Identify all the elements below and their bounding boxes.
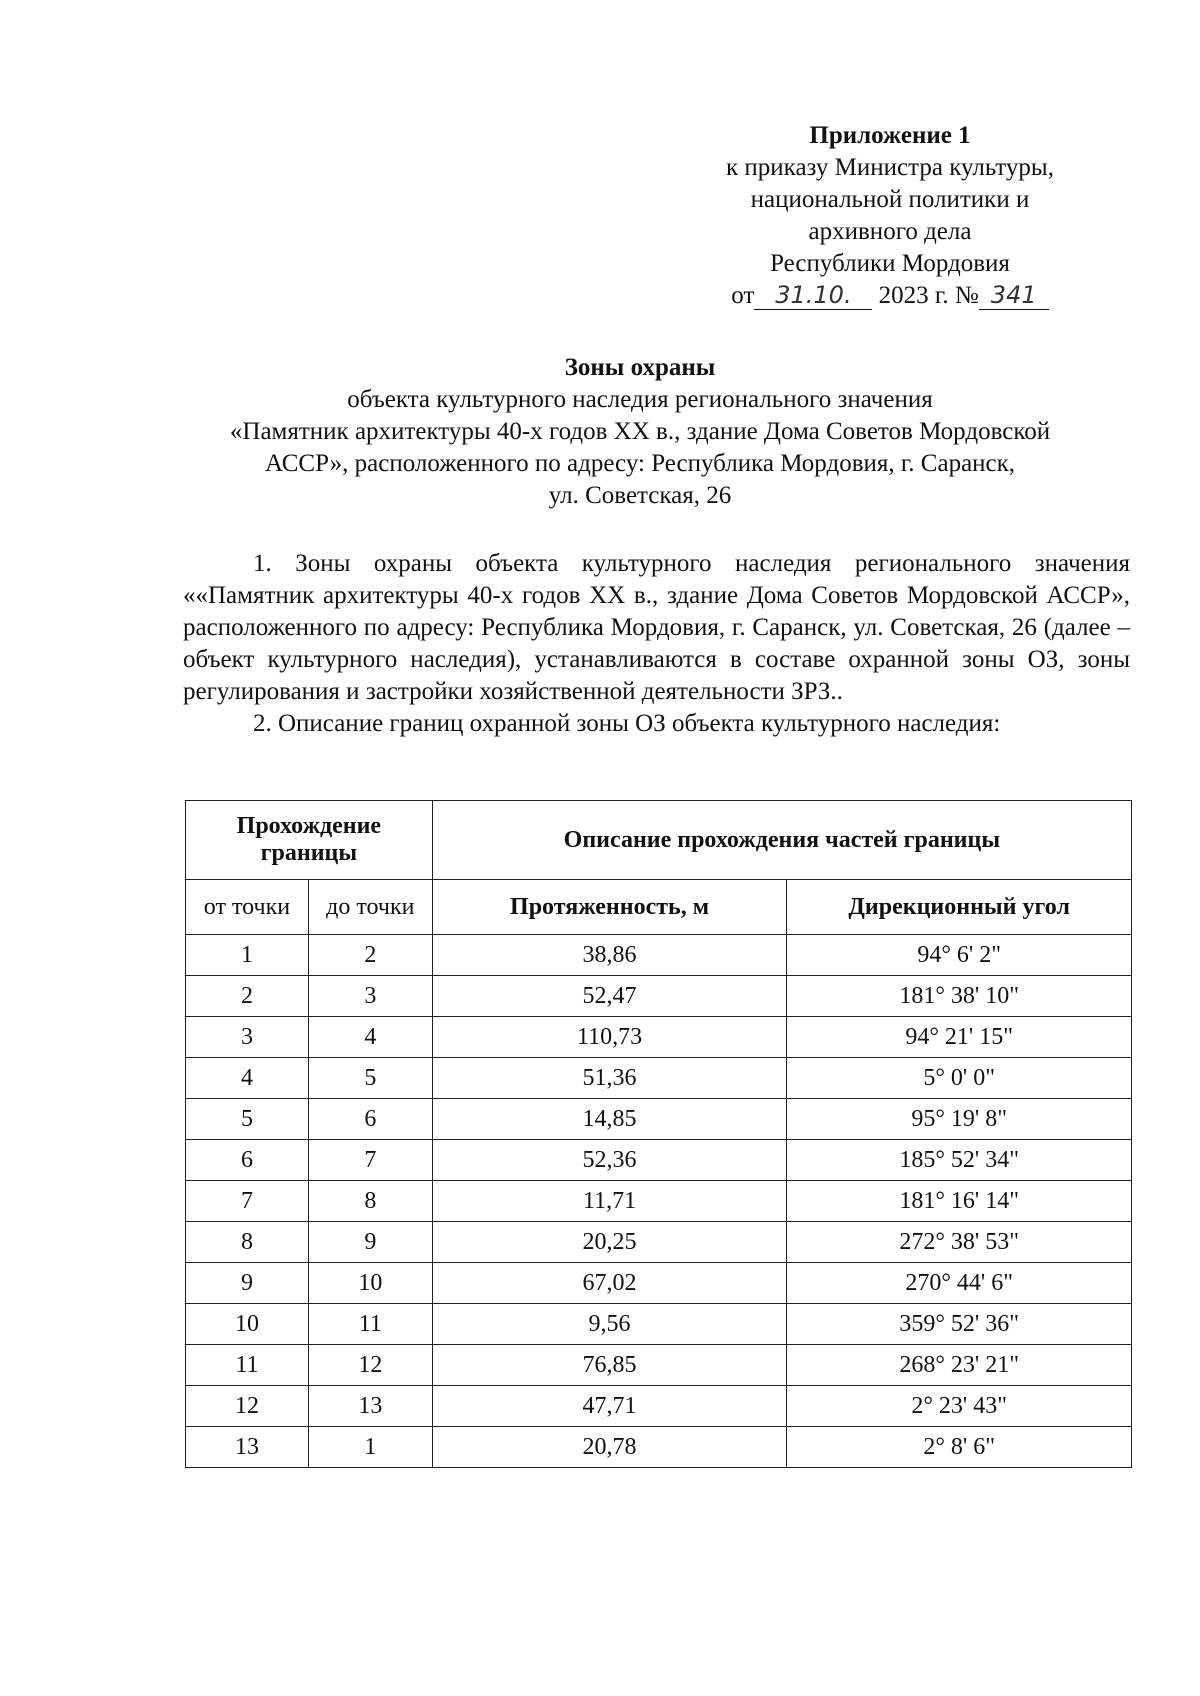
cell-to: 6: [308, 1099, 432, 1140]
appendix-block: [680, 120, 1100, 312]
header-to-point: до точки: [308, 880, 432, 935]
cell-length: 11,71: [432, 1181, 787, 1222]
cell-angle: 268° 23' 21": [787, 1345, 1132, 1386]
cell-from: 7: [186, 1181, 309, 1222]
cell-from: 5: [186, 1099, 309, 1140]
cell-length: 14,85: [432, 1099, 787, 1140]
cell-length: 20,25: [432, 1222, 787, 1263]
year-text: 2023 г. №: [878, 282, 979, 309]
cell-to: 8: [308, 1181, 432, 1222]
cell-to: 3: [308, 976, 432, 1017]
cell-length: 110,73: [432, 1017, 787, 1058]
table-row: [186, 976, 1132, 1017]
cell-angle: 270° 44' 6": [787, 1263, 1132, 1304]
header-passage: Прохождение границы: [186, 801, 433, 880]
appendix-line: Республики Мордовия: [770, 250, 1010, 277]
cell-angle: 95° 19' 8": [787, 1099, 1132, 1140]
header-angle: Дирекционный угол: [787, 880, 1132, 935]
table-row: [186, 1058, 1132, 1099]
cell-length: 52,47: [432, 976, 787, 1017]
cell-from: 3: [186, 1017, 309, 1058]
heading-line: АССР», расположенного по адресу: Республика Мордовия, г. Саранск,: [264, 450, 1016, 477]
cell-angle: 185° 52' 34": [787, 1140, 1132, 1181]
cell-from: 13: [186, 1427, 309, 1468]
cell-length: 9,56: [432, 1304, 787, 1345]
document-heading: [140, 352, 1140, 512]
cell-angle: 5° 0' 0": [787, 1058, 1132, 1099]
cell-from: 2: [186, 976, 309, 1017]
cell-angle: 2° 23' 43": [787, 1386, 1132, 1427]
header-description: Описание прохождения частей границы: [432, 801, 1131, 880]
cell-length: 51,36: [432, 1058, 787, 1099]
table-row: [186, 1427, 1132, 1468]
table-row: [186, 1304, 1132, 1345]
header-length: Протяженность, м: [432, 880, 787, 935]
cell-to: 2: [308, 935, 432, 976]
table-subheader-row: [186, 880, 1132, 935]
heading-line: «Памятник архитектуры 40-х годов XX в., здание Дома Советов Мордовской: [229, 418, 1051, 445]
handwritten-number: 341: [979, 281, 1049, 310]
heading-title: Зоны охраны: [564, 354, 716, 381]
table-row: [186, 1181, 1132, 1222]
table-row: [186, 1140, 1132, 1181]
cell-from: 1: [186, 935, 309, 976]
cell-length: 67,02: [432, 1263, 787, 1304]
cell-angle: 181° 16' 14": [787, 1181, 1132, 1222]
appendix-line: архивного дела: [808, 218, 972, 245]
date-prefix: от: [731, 282, 755, 309]
cell-to: 7: [308, 1140, 432, 1181]
cell-angle: 94° 21' 15": [787, 1017, 1132, 1058]
appendix-line: национальной политики и: [750, 186, 1030, 213]
paragraph: 2. Описание границ охранной зоны ОЗ объекта культурного наследия:: [253, 710, 1001, 737]
cell-angle: 2° 8' 6": [787, 1427, 1132, 1468]
table-row: [186, 1386, 1132, 1427]
cell-to: 1: [308, 1427, 432, 1468]
body-text: [183, 548, 1130, 740]
cell-length: 52,36: [432, 1140, 787, 1181]
cell-angle: 359° 52' 36": [787, 1304, 1132, 1345]
cell-length: 76,85: [432, 1345, 787, 1386]
order-date-line: [680, 280, 1100, 312]
cell-length: 47,71: [432, 1386, 787, 1427]
cell-to: 13: [308, 1386, 432, 1427]
cell-angle: 272° 38' 53": [787, 1222, 1132, 1263]
table-row: [186, 1222, 1132, 1263]
table-row: [186, 1263, 1132, 1304]
header-from-point: от точки: [186, 880, 309, 935]
heading-line: ул. Советская, 26: [548, 482, 732, 509]
boundary-table: [185, 800, 1132, 1468]
cell-from: 6: [186, 1140, 309, 1181]
cell-length: 20,78: [432, 1427, 787, 1468]
heading-line: объекта культурного наследия регионального значения: [347, 386, 933, 413]
table-row: [186, 1017, 1132, 1058]
cell-from: 4: [186, 1058, 309, 1099]
appendix-title: Приложение 1: [809, 122, 971, 149]
cell-from: 9: [186, 1263, 309, 1304]
paragraph: 1. Зоны охраны объекта культурного наследия регионального значения ««Памятник архитектуры 40-х годов XX в., здание Дома Советов Мордовской АССР», расположенного по адресу: Республика Мордовия, г. Саранск, ул. Советская, 26 (далее – объект культурного наследия), устанавливаются в составе охранной зоны ОЗ, зоны регулирования и застройки хозяйственной деятельности ЗРЗ..: [183, 550, 1130, 705]
cell-from: 12: [186, 1386, 309, 1427]
cell-from: 11: [186, 1345, 309, 1386]
cell-to: 4: [308, 1017, 432, 1058]
cell-to: 5: [308, 1058, 432, 1099]
cell-from: 10: [186, 1304, 309, 1345]
cell-angle: 94° 6' 2": [787, 935, 1132, 976]
table-row: [186, 1099, 1132, 1140]
cell-to: 11: [308, 1304, 432, 1345]
cell-from: 8: [186, 1222, 309, 1263]
cell-length: 38,86: [432, 935, 787, 976]
cell-to: 10: [308, 1263, 432, 1304]
cell-to: 12: [308, 1345, 432, 1386]
table-row: [186, 935, 1132, 976]
table-row: [186, 1345, 1132, 1386]
table-header-row: [186, 801, 1132, 880]
cell-angle: 181° 38' 10": [787, 976, 1132, 1017]
handwritten-date: 31.10.: [754, 281, 872, 310]
cell-to: 9: [308, 1222, 432, 1263]
appendix-line: к приказу Министра культуры,: [726, 154, 1054, 181]
